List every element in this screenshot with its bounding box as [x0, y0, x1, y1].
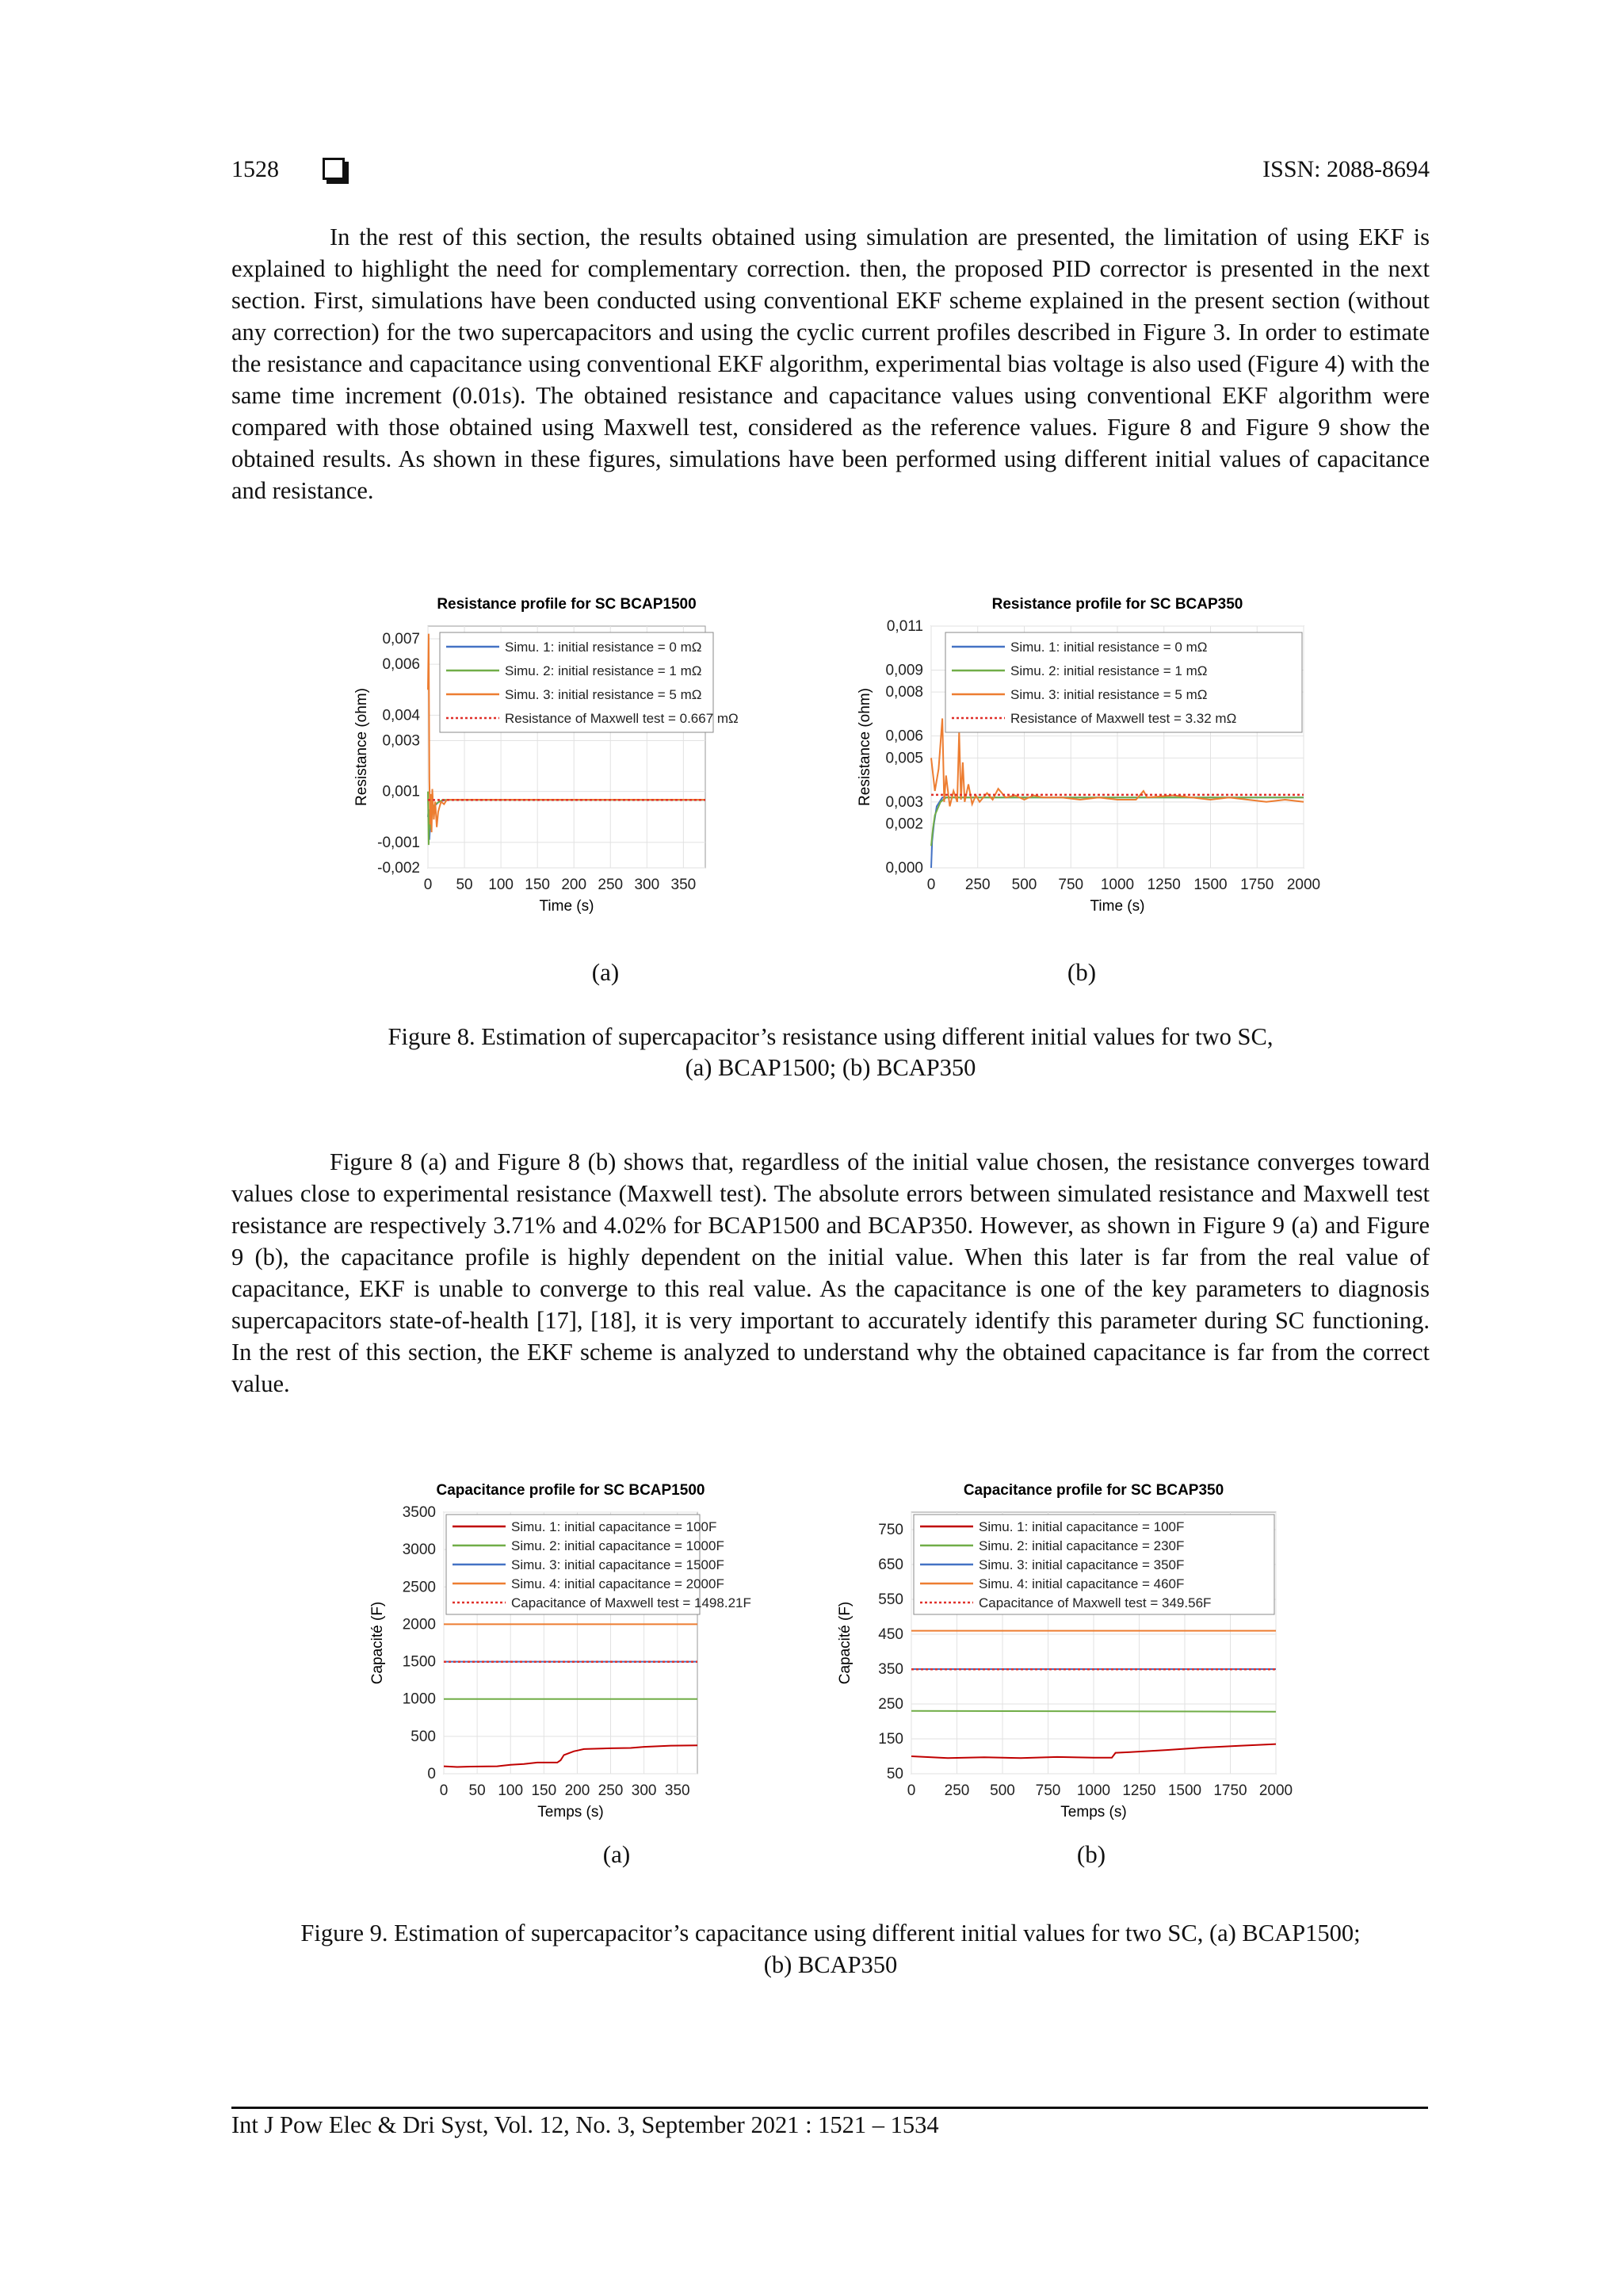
y-axis-label: Resistance (ohm) — [857, 688, 873, 806]
x-tick-label: 500 — [990, 1782, 1015, 1799]
legend-entry: Simu. 3: initial resistance = 5 mΩ — [505, 687, 702, 702]
y-tick-label: 450 — [878, 1626, 903, 1643]
y-axis-label: Resistance (ohm) — [353, 688, 370, 806]
x-tick-label: 250 — [598, 1782, 624, 1799]
x-tick-label: 250 — [598, 877, 624, 893]
y-tick-label: 0,001 — [382, 783, 420, 800]
y-axis-label: Capacité (F) — [837, 1601, 854, 1685]
y-tick-label: 0,005 — [885, 750, 923, 767]
y-tick-label: 0,000 — [885, 860, 923, 877]
y-tick-label: 50 — [886, 1766, 903, 1782]
legend-entry: Simu. 4: initial capacitance = 2000F — [511, 1576, 724, 1591]
x-tick-label: 1500 — [1167, 1782, 1202, 1799]
figure9-label-a: (a) — [602, 1840, 631, 1868]
x-tick-label: 500 — [1011, 877, 1037, 893]
x-tick-label: 350 — [670, 877, 697, 893]
x-tick-label: 750 — [1035, 1782, 1061, 1799]
y-tick-label: 2000 — [402, 1616, 436, 1633]
y-tick-label: 0,004 — [382, 707, 420, 724]
x-tick-label: 1000 — [1076, 1782, 1111, 1799]
y-tick-label: 350 — [878, 1661, 903, 1678]
y-tick-label: 650 — [878, 1557, 903, 1573]
y-tick-label: 3500 — [402, 1504, 436, 1521]
y-tick-label: 1000 — [402, 1690, 436, 1708]
y-tick-label: 0,006 — [885, 728, 923, 745]
x-tick-label: 0 — [926, 877, 936, 893]
x-tick-label: 200 — [561, 877, 587, 893]
x-tick-label: 0 — [439, 1782, 449, 1799]
y-tick-label: 750 — [878, 1522, 903, 1538]
chart-title: Capacitance profile for SC BCAP350 — [963, 1482, 1224, 1499]
y-tick-label: 2500 — [402, 1579, 436, 1596]
checkbox-square-icon — [323, 158, 345, 180]
x-axis-label: Time (s) — [539, 898, 594, 915]
legend-entry: Simu. 3: initial capacitance = 1500F — [511, 1557, 724, 1572]
legend-entry: Resistance of Maxwell test = 0.667 mΩ — [505, 711, 739, 726]
x-tick-label: 1000 — [1100, 877, 1135, 893]
chart-title: Resistance profile for SC BCAP1500 — [437, 596, 697, 613]
x-tick-label: 750 — [1058, 877, 1084, 893]
y-tick-label: 0,007 — [382, 631, 420, 648]
y-tick-label: 0,003 — [382, 732, 420, 750]
figure8b-chart — [836, 586, 1327, 971]
y-tick-label: 0,002 — [885, 816, 923, 833]
x-tick-label: 1250 — [1147, 877, 1181, 893]
x-tick-label: 1500 — [1193, 877, 1228, 893]
x-tick-label: 350 — [664, 1782, 690, 1799]
figure9b-chart — [836, 1482, 1296, 1843]
y-tick-label: 0,011 — [886, 618, 923, 635]
figure9-caption-line2: (b) BCAP350 — [763, 1951, 898, 1978]
legend-entry: Simu. 2: initial resistance = 1 mΩ — [1010, 663, 1208, 678]
legend-entry: Simu. 2: initial capacitance = 1000F — [511, 1538, 724, 1553]
resistance-bcap1500-svg — [341, 586, 816, 967]
x-tick-label: 2000 — [1258, 1782, 1293, 1799]
y-tick-label: 150 — [878, 1731, 903, 1748]
y-axis-label: Capacité (F) — [369, 1601, 386, 1685]
legend-entry: Simu. 1: initial resistance = 0 mΩ — [1010, 640, 1208, 655]
y-tick-label: -0,001 — [377, 834, 420, 851]
x-tick-label: 1250 — [1122, 1782, 1156, 1799]
x-axis-label: Temps (s) — [537, 1804, 604, 1820]
legend-entry: Capacitance of Maxwell test = 349.56F — [979, 1595, 1212, 1610]
y-tick-label: 0,006 — [382, 656, 420, 674]
figure8a-chart — [341, 586, 816, 971]
legend-entry: Simu. 3: initial capacitance = 350F — [979, 1557, 1185, 1572]
x-tick-label: 100 — [488, 877, 514, 893]
figure9-label-b: (b) — [1076, 1840, 1106, 1868]
legend-entry: Simu. 2: initial capacitance = 230F — [979, 1538, 1185, 1553]
page-number: 1528 — [231, 156, 279, 182]
x-tick-label: 1750 — [1213, 1782, 1247, 1799]
x-tick-label: 0 — [907, 1782, 916, 1799]
x-tick-label: 0 — [423, 877, 433, 893]
y-tick-label: -0,002 — [377, 860, 420, 877]
paragraph-intro: In the rest of this section, the results obtained using simulation are presented, the limitation of using EKF is explained to highlight the need for complementary correction. then, the proposed PID corrector is presented in the next section. First, simulations have been conducted using conventional EKF scheme explained in the present section (without any correction) for the two supercapacitors and using the cyclic current profiles described in Figure 3. In order to estimate the resistance and capacitance using conventional EKF algorithm, experimental bias voltage is also used (Figure 4) with the same time increment (0.01s). The obtained resistance and capacitance values using conventional EKF algorithm were compared with those obtained using Maxwell test, considered as the reference values. Figure 8 and Figure 9 show the obtained results. As shown in these figures, simulations have been performed using different initial values of capacitance and resistance. — [231, 223, 1430, 504]
figure9-caption-line1: Figure 9. Estimation of supercapacitor’s capacitance using different initial values for two SC, (a) BCAP1500; — [300, 1920, 1361, 1946]
legend-entry: Capacitance of Maxwell test = 1498.21F — [511, 1595, 751, 1610]
legend-entry: Simu. 3: initial resistance = 5 mΩ — [1010, 687, 1208, 702]
x-axis-label: Time (s) — [1090, 898, 1145, 915]
x-axis-label: Temps (s) — [1060, 1804, 1127, 1820]
y-tick-label: 250 — [878, 1696, 903, 1713]
footer-rule — [231, 2107, 1428, 2109]
x-tick-label: 2000 — [1286, 877, 1321, 893]
figure8-label-a: (a) — [591, 958, 620, 986]
legend-entry: Simu. 4: initial capacitance = 460F — [979, 1576, 1185, 1591]
page-header — [231, 156, 1430, 188]
x-tick-label: 1750 — [1240, 877, 1274, 893]
resistance-bcap350-svg — [836, 586, 1327, 967]
x-tick-label: 250 — [944, 1782, 970, 1799]
issn: ISSN: 2088-8694 — [1262, 156, 1430, 182]
capacitance-bcap1500-svg — [365, 1482, 824, 1839]
capacitance-bcap350-svg — [836, 1482, 1296, 1839]
x-tick-label: 250 — [964, 877, 991, 893]
y-tick-label: 550 — [878, 1591, 903, 1608]
series-line — [911, 1711, 1276, 1712]
legend-entry: Simu. 1: initial capacitance = 100F — [979, 1519, 1185, 1534]
y-tick-label: 1500 — [402, 1653, 436, 1671]
chart-title: Resistance profile for SC BCAP350 — [991, 596, 1243, 613]
x-tick-label: 50 — [468, 1782, 486, 1799]
footer-citation: Int J Pow Elec & Dri Syst, Vol. 12, No. 3, September 2021 : 1521 – 1534 — [231, 2111, 939, 2138]
legend-entry: Resistance of Maxwell test = 3.32 mΩ — [1010, 711, 1237, 726]
x-tick-label: 150 — [525, 877, 551, 893]
y-tick-label: 0,008 — [885, 684, 923, 701]
x-tick-label: 150 — [531, 1782, 557, 1799]
y-tick-label: 0,009 — [885, 662, 923, 679]
y-tick-label: 500 — [411, 1728, 436, 1745]
figure9a-chart — [365, 1482, 824, 1843]
y-tick-label: 0 — [427, 1766, 436, 1782]
figure8-caption-line2: (a) BCAP1500; (b) BCAP350 — [685, 1054, 976, 1081]
paragraph-discussion: Figure 8 (a) and Figure 8 (b) shows that, regardless of the initial value chosen, the resistance converges toward values close to experimental resistance (Maxwell test). The absolute errors between simulated resistance and Maxwell test resistance are respectively 3.71% and 4.02% for BCAP1500 and BCAP350. However, as shown in Figure 9 (a) and Figure 9 (b), the capacitance profile is highly dependent on the initial value. When this later is far from the real value of capacitance, EKF is unable to converge to this real value. As the capacitance is one of the key parameters to diagnosis supercapacitors state-of-health [17], [18], it is very important to accurately identify this parameter during SC functioning. In the rest of this section, the EKF scheme is analyzed to understand why the obtained capacitance is far from the correct value. — [231, 1148, 1430, 1397]
legend-entry: Simu. 1: initial capacitance = 100F — [511, 1519, 717, 1534]
legend-entry: Simu. 1: initial resistance = 0 mΩ — [505, 640, 702, 655]
legend-entry: Simu. 2: initial resistance = 1 mΩ — [505, 663, 702, 678]
x-tick-label: 100 — [498, 1782, 524, 1799]
x-tick-label: 300 — [634, 877, 660, 893]
chart-title: Capacitance profile for SC BCAP1500 — [436, 1482, 705, 1499]
figure8-label-b: (b) — [1067, 958, 1097, 986]
figure8-caption-line1: Figure 8. Estimation of supercapacitor’s resistance using different initial values for two SC, — [388, 1023, 1274, 1050]
x-tick-label: 300 — [631, 1782, 657, 1799]
x-tick-label: 50 — [456, 877, 473, 893]
y-tick-label: 0,003 — [885, 793, 923, 811]
y-tick-label: 3000 — [402, 1541, 436, 1559]
x-tick-label: 200 — [564, 1782, 590, 1799]
